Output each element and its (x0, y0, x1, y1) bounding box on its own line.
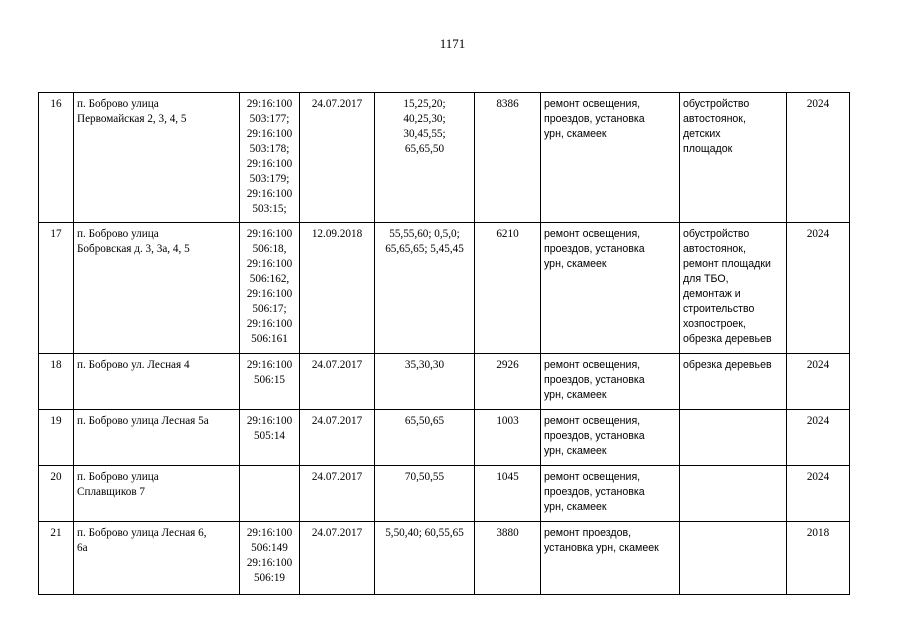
cadastral-number-cell (240, 354, 300, 410)
year-cell: 2024 (787, 354, 850, 410)
row-number-cell: 20 (39, 466, 74, 522)
address-line: 6а (77, 542, 88, 554)
coordinates-line: 55,55,60; 0,5,0; (389, 228, 460, 240)
table-row (39, 354, 850, 410)
area-cell: 2926 (475, 354, 541, 410)
area-cell: 8386 (475, 93, 541, 223)
cadastral-number-line: 506:149 (251, 542, 288, 554)
table-row (39, 522, 850, 595)
works-line: урн, скамеек (544, 501, 607, 513)
coordinates-cell (375, 354, 475, 410)
works-line: урн, скамеек (544, 128, 607, 140)
coordinates-cell (375, 223, 475, 354)
cadastral-number-cell (240, 410, 300, 466)
additional-works-cell (680, 466, 787, 522)
works-cell (541, 410, 680, 466)
table-row (39, 410, 850, 466)
works-line: ремонт освещения, (544, 228, 641, 240)
coordinates-line: 30,45,55; (403, 128, 446, 140)
coordinates-line: 40,25,30; (403, 113, 446, 125)
additional-works-line: обрезка деревьев (683, 359, 772, 371)
cadastral-number-line: 29:16:100 (246, 228, 293, 240)
address-cell (74, 466, 240, 522)
address-cell (74, 522, 240, 595)
cadastral-number-line: 505:14 (253, 430, 286, 442)
date-cell: 24.07.2017 (300, 522, 375, 595)
row-number-cell: 18 (39, 354, 74, 410)
additional-works-line: для ТБО, (683, 273, 729, 285)
additional-works-line: хозпостроек, (683, 318, 746, 330)
works-line: проездов, установка (544, 243, 645, 255)
registry-table (38, 92, 850, 595)
cadastral-number-line: 503:15; (252, 203, 287, 215)
works-cell (541, 93, 680, 223)
additional-works-cell (680, 410, 787, 466)
works-line: ремонт освещения, (544, 98, 641, 110)
year-cell: 2024 (787, 466, 850, 522)
year-cell: 2024 (787, 93, 850, 223)
cadastral-number-line: 29:16:100 (246, 188, 293, 200)
works-cell (541, 466, 680, 522)
area-cell: 1045 (475, 466, 541, 522)
date-cell: 24.07.2017 (300, 93, 375, 223)
additional-works-cell (680, 354, 787, 410)
table-row (39, 223, 850, 354)
page-number: 1171 (439, 36, 466, 51)
coordinates-line: 65,65,65; 5,45,45 (385, 243, 464, 255)
additional-works-line: обустройство (683, 228, 750, 240)
works-line: ремонт освещения, (544, 471, 641, 483)
works-line: ремонт проездов, (544, 527, 632, 539)
address-cell (74, 93, 240, 223)
cadastral-number-line: 503:178; (249, 143, 290, 155)
row-number-cell: 19 (39, 410, 74, 466)
coordinates-line: 15,25,20; (403, 98, 446, 110)
works-line: установка урн, скамеек (544, 542, 659, 554)
date-cell: 24.07.2017 (300, 466, 375, 522)
works-line: урн, скамеек (544, 389, 607, 401)
cadastral-number-cell (240, 466, 300, 522)
table-body (39, 93, 850, 595)
row-number-cell: 16 (39, 93, 74, 223)
cadastral-number-line: 506:162, (249, 273, 290, 285)
additional-works-line: автостоянок, (683, 243, 746, 255)
date-cell: 12.09.2018 (300, 223, 375, 354)
cadastral-number-line: 29:16:100 (246, 318, 293, 330)
address-line: Бобровская д. 3, 3а, 4, 5 (77, 243, 190, 255)
works-line: проездов, установка (544, 430, 645, 442)
coordinates-cell (375, 93, 475, 223)
coordinates-line: 5,50,40; 60,55,65 (385, 527, 464, 539)
row-number-cell: 21 (39, 522, 74, 595)
cadastral-number-line: 29:16:100 (246, 557, 293, 569)
coordinates-cell (375, 522, 475, 595)
row-number-cell: 17 (39, 223, 74, 354)
cadastral-number-line: 29:16:100 (246, 258, 293, 270)
address-line: п. Боброво ул. Лесная 4 (77, 359, 190, 371)
date-cell: 24.07.2017 (300, 410, 375, 466)
cadastral-number-line: 506:19 (253, 572, 286, 584)
additional-works-cell (680, 522, 787, 595)
address-cell (74, 410, 240, 466)
area-cell: 1003 (475, 410, 541, 466)
coordinates-line: 65,50,65 (404, 415, 445, 427)
additional-works-line: обустройство (683, 98, 750, 110)
works-line: урн, скамеек (544, 445, 607, 457)
cadastral-number-cell (240, 223, 300, 354)
works-line: проездов, установка (544, 113, 645, 125)
year-cell: 2024 (787, 410, 850, 466)
additional-works-cell (680, 93, 787, 223)
cadastral-number-line: 506:17; (252, 303, 287, 315)
works-line: ремонт освещения, (544, 359, 641, 371)
works-cell (541, 522, 680, 595)
additional-works-line: детских (683, 128, 721, 140)
cadastral-number-line: 29:16:100 (246, 158, 293, 170)
cadastral-number-line: 506:161 (251, 333, 288, 345)
additional-works-line: обрезка деревьев (683, 333, 772, 345)
cadastral-number-line: 29:16:100 (246, 128, 293, 140)
works-cell (541, 223, 680, 354)
cadastral-number-line: 503:177; (249, 113, 290, 125)
additional-works-line: автостоянок, (683, 113, 746, 125)
cadastral-number-line: 29:16:100 (246, 359, 293, 371)
address-line: Первомайская 2, 3, 4, 5 (77, 113, 187, 125)
coordinates-cell (375, 410, 475, 466)
cadastral-number-line: 503:179; (249, 173, 290, 185)
additional-works-line: площадок (683, 143, 733, 155)
cadastral-number-cell (240, 93, 300, 223)
works-line: проездов, установка (544, 374, 645, 386)
works-line: урн, скамеек (544, 258, 607, 270)
coordinates-cell (375, 466, 475, 522)
year-cell: 2024 (787, 223, 850, 354)
additional-works-line: строительство (683, 303, 755, 315)
address-line: п. Боброво улица Лесная 5а (77, 415, 209, 427)
cadastral-number-cell (240, 522, 300, 595)
additional-works-line: ремонт площадки (683, 258, 771, 270)
cadastral-number-line: 29:16:100 (246, 98, 293, 110)
additional-works-cell (680, 223, 787, 354)
date-cell: 24.07.2017 (300, 354, 375, 410)
works-cell (541, 354, 680, 410)
address-line: п. Боброво улица (77, 98, 159, 110)
cadastral-number-line: 506:15 (253, 374, 286, 386)
address-cell (74, 223, 240, 354)
additional-works-line: демонтаж и (683, 288, 741, 300)
coordinates-line: 70,50,55 (404, 471, 445, 483)
address-line: Сплавщиков 7 (77, 486, 146, 498)
coordinates-line: 65,65,50 (404, 143, 445, 155)
address-line: п. Боброво улица Лесная 6, (77, 527, 207, 539)
year-cell: 2018 (787, 522, 850, 595)
cadastral-number-line: 29:16:100 (246, 415, 293, 427)
works-line: проездов, установка (544, 486, 645, 498)
address-line: п. Боброво улица (77, 228, 159, 240)
works-line: ремонт освещения, (544, 415, 641, 427)
cadastral-number-line: 29:16:100 (246, 527, 293, 539)
cadastral-number-line: 29:16:100 (246, 288, 293, 300)
area-cell: 3880 (475, 522, 541, 595)
table-row (39, 93, 850, 223)
address-cell (74, 354, 240, 410)
table-row (39, 466, 850, 522)
cadastral-number-line: 506:18, (252, 243, 287, 255)
address-line: п. Боброво улица (77, 471, 159, 483)
area-cell: 6210 (475, 223, 541, 354)
coordinates-line: 35,30,30 (404, 359, 445, 371)
